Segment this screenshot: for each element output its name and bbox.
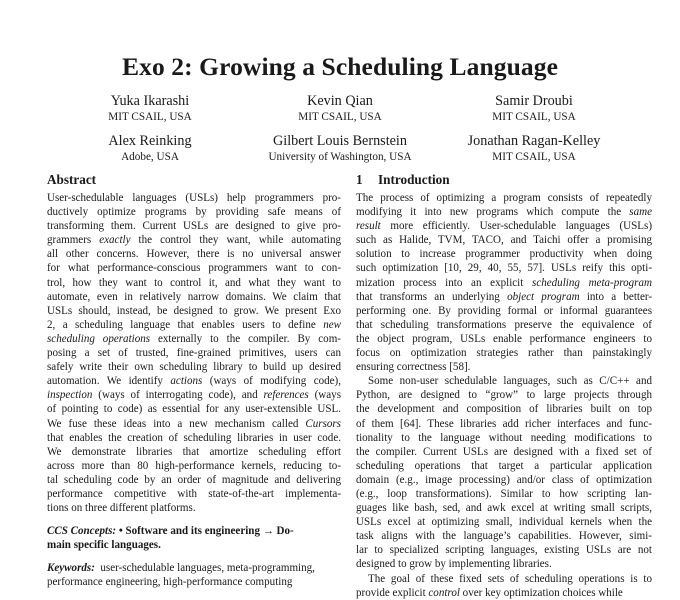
text-line: The process of optimizing a program consists of repeatedly <box>356 192 652 204</box>
text-line: transforming them. Current USLs are designed to give pro- <box>47 220 341 233</box>
author-affiliation: MIT CSAIL, USA <box>108 111 192 123</box>
intro-paragraph-2 <box>356 374 652 571</box>
keywords <box>47 561 341 589</box>
text-line: Some non-user schedulable languages, such as C/C++ and <box>368 375 652 388</box>
text-line: designed to grow by implementing libraries. <box>356 558 552 571</box>
text-line: ensuring correctness [58]. <box>356 361 471 374</box>
author-name: Samir Droubi <box>495 93 573 109</box>
text-line: automate, even in relatively narrow domains. We claim that <box>47 290 341 303</box>
text-line: posing a set of trusted, fine-grained primitives, users can <box>47 347 341 360</box>
author-block <box>424 93 644 124</box>
text-line: scheduling operations that target a particular application <box>356 459 652 472</box>
text-line: for what performance-conscious programmers want to con- <box>47 262 341 275</box>
text-line: We fuse these ideas into a new mechanism called Cursors <box>47 417 341 430</box>
text-line: of them [64]. These libraries add richer interfaces and func- <box>356 417 652 430</box>
text-line: safely write their own scheduling library to build up desired <box>47 361 341 374</box>
text-line: USLs excel at optimizing small, individual kernels when the <box>356 516 652 529</box>
text-line: (e.g., loop transformations). Similar to how scripting lan- <box>356 487 652 500</box>
text-line: lar to specialized scripting languages, existing USLs are not <box>356 544 652 557</box>
text-line: such as Halide, TVM, TACO, and Taichi offer a promising <box>356 234 652 247</box>
text-line: inspection (ways of interrogating code), and references (ways <box>47 389 341 402</box>
author-name: Kevin Qian <box>307 93 373 109</box>
text-line: ductively optimize programs by providing safe means of <box>47 206 341 219</box>
text-line: the compiler. Current USLs are designed with a fixed set of <box>356 445 652 458</box>
text-line: of pointing to code) as essential for any user-extensible USL. <box>47 403 341 416</box>
intro-paragraph-1 <box>356 191 652 374</box>
text-line: modifying it into new programs which compute the same <box>356 206 652 219</box>
text-line: task aligns with the language’s capabilities. However, simi- <box>356 530 652 543</box>
text-line: tions on three different platforms. <box>47 502 196 515</box>
keywords-label: Keywords: <box>47 562 95 575</box>
text-line: provide explicit control over key optimization choices while <box>356 586 623 599</box>
author-name: Gilbert Louis Bernstein <box>273 133 407 149</box>
text-line: that transforms an underlying object program into a better- <box>356 290 652 303</box>
text-line: The goal of these fixed sets of scheduling operations is to <box>368 572 652 585</box>
author-affiliation: MIT CSAIL, USA <box>298 111 382 123</box>
author-block <box>40 93 260 124</box>
text-line: the development and composition of libraries built on top <box>356 403 652 416</box>
author-name: Jonathan Ragan-Kelley <box>467 133 601 149</box>
text-line: all other concerns. However, there is no universal answer <box>47 248 341 261</box>
text-line: tal scheduling code by an order of magnitude and delivering <box>47 473 341 486</box>
text-line: that scheduling transformations preserve the equivalence of <box>356 318 652 331</box>
text-line: tionality to the language without needing modifications to <box>356 431 652 444</box>
paper-title: Exo 2: Growing a Scheduling Language <box>121 52 558 81</box>
text-line: guages like bash, sed, and awk excel at writing small scripts, <box>356 502 652 515</box>
ccs-concepts <box>47 524 341 552</box>
section-title: Introduction <box>378 172 450 187</box>
text-line: We demonstrate libraries that amortize scheduling effort <box>47 445 341 458</box>
text-line: performing one. By providing formal or informal guarantees <box>356 304 652 317</box>
text-line: across more than 80 high-performance kernels, reducing to- <box>47 459 341 472</box>
ccs-line-2: main specific languages. <box>47 539 161 552</box>
text-line: focus on optimization strategies rather than painstakingly <box>356 347 652 360</box>
text-line: solution to increase programmer productivity when doing <box>356 248 652 261</box>
author-name: Yuka Ikarashi <box>110 93 190 109</box>
ccs-line-1: • Software and its engineering → Do- <box>118 525 294 538</box>
text-line: performance competitive with state-of-the-art implementa- <box>47 487 341 500</box>
author-name: Alex Reinking <box>108 133 192 149</box>
text-line: trol, how they want to control it, and what they want to <box>47 276 341 289</box>
ccs-label: CCS Concepts: <box>47 525 117 538</box>
text-line: Python, are designed to “grow” to large projects through <box>356 389 652 402</box>
right-column <box>356 171 652 600</box>
author-block <box>40 133 260 164</box>
introduction-heading <box>356 171 652 188</box>
text-line: User-schedulable languages (USLs) help programmers pro- <box>47 192 341 204</box>
author-affiliation: MIT CSAIL, USA <box>492 151 576 163</box>
author-affiliation: MIT CSAIL, USA <box>492 111 576 123</box>
author-block <box>424 133 644 164</box>
keywords-line-2: performance engineering, high-performance computing <box>47 576 293 589</box>
author-affiliation: Adobe, USA <box>121 151 179 163</box>
author-block <box>230 133 450 164</box>
abstract-body <box>47 191 341 515</box>
text-line: 2, a scheduling language that enables users to define new <box>47 318 341 331</box>
text-line: grammers exactly the control they want, while automating <box>47 234 342 247</box>
section-number: 1 <box>356 172 363 187</box>
text-line: that enables the creation of scheduling libraries in user code. <box>47 431 341 444</box>
text-line: scheduling operations externally to the compiler. By com- <box>47 332 341 345</box>
left-column <box>47 171 341 590</box>
text-line: mization process into an explicit scheduling meta-program <box>356 276 652 289</box>
author-affiliation: University of Washington, USA <box>268 151 412 163</box>
text-line: domain (e.g., image processing) and/or class of optimization <box>356 473 652 486</box>
text-line: such optimization [10, 29, 40, 55, 57]. USLs reify this opti- <box>356 262 652 275</box>
text-line: result more efficiently. User-schedulable languages (USLs) <box>356 220 652 233</box>
intro-paragraph-3 <box>356 572 652 600</box>
abstract-heading: Abstract <box>47 172 97 187</box>
text-line: automation. We identify actions (ways of modifying code), <box>47 375 342 388</box>
text-line: the object program, USLs enable performance engineers to <box>356 332 652 345</box>
text-line: USLs should, instead, be designed to grow. We present Exo <box>47 304 341 317</box>
author-block <box>230 93 450 124</box>
keywords-line-1: user-schedulable languages, meta-programming, <box>100 562 315 575</box>
